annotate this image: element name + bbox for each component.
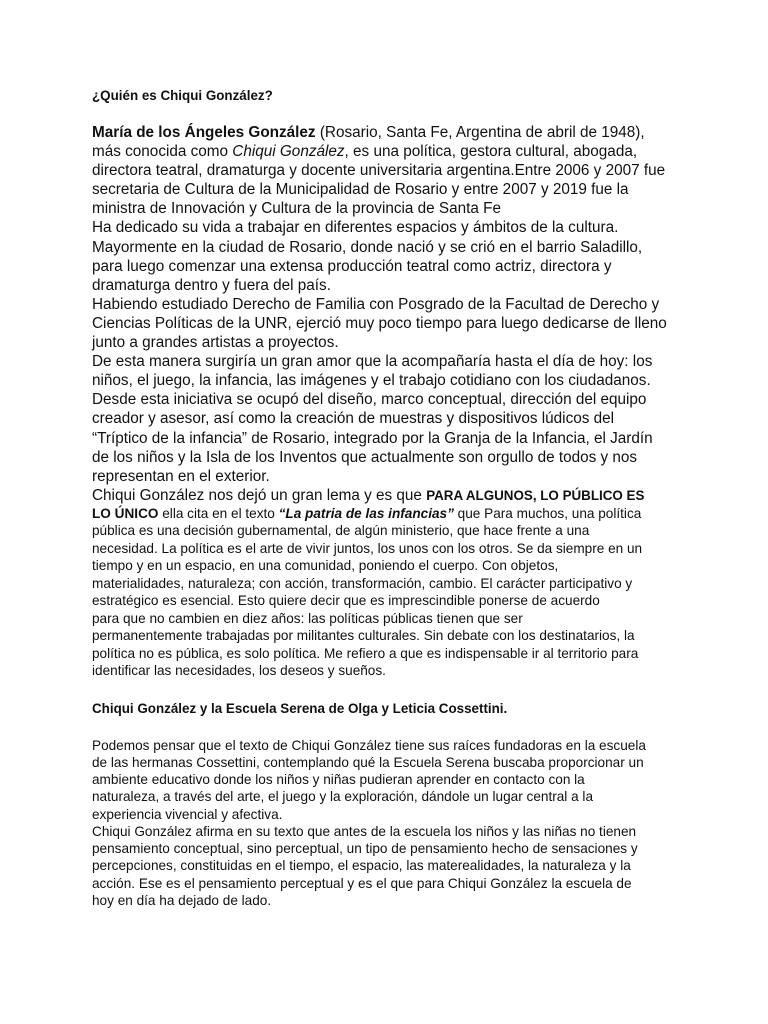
intro-line-5: ministra de Innovación y Cultura de la provincia de Santa Fe — [92, 200, 501, 218]
paragraph-5-lead — [92, 486, 692, 505]
lema-text-cont: LO ÚNICO — [92, 505, 159, 521]
text-line: necesidad. La política es el arte de vivir juntos, los unos con los otros. Se da siempre en un — [92, 540, 643, 556]
text-line: Mayormente en la ciudad de Rosario, donde nació y se crió en el barrio Saladillo, — [92, 238, 643, 256]
text-line: estratégico es esencial. Esto quiere decir que es imprescindible ponerse de acuerdo — [92, 593, 600, 609]
text-line: niños, el juego, la infancia, las imágenes y el trabajo cotidiano con los ciudadanos. — [92, 372, 651, 390]
lema-text: PARA ALGUNOS, LO PÚBLICO ES — [426, 487, 645, 503]
lema-line-1: Chiqui González nos dejó un gran lema y es que PARA ALGUNOS, LO PÚBLICO ES — [92, 486, 645, 504]
section-escuela-serena — [92, 699, 692, 909]
text-line: pensamiento conceptual, sino perceptual, un tipo de pensamiento hecho de sensaciones y — [92, 841, 638, 857]
full-name: María de los Ángeles González — [92, 124, 316, 141]
intro-line-3: directora teatral, dramaturga y docente universitaria argentina.Entre 2006 y 2007 fue — [92, 162, 666, 180]
text-line: Ha dedicado su vida a trabajar en diferentes espacios y ámbitos de la cultura. — [92, 219, 619, 237]
lema-line-2: LO ÚNICO ella cita en el texto “La patria de las infancias” que Para muchos, una política — [92, 505, 642, 521]
paragraph-2 — [92, 218, 692, 294]
heading-quien-es: ¿Quién es Chiqui González? — [92, 88, 273, 103]
text-line: “Tríptico de la infancia” de Rosario, integrado por la Granja de la Infancia, el Jardín — [92, 429, 653, 447]
text-line: De esta manera surgiría un gran amor que la acompañaría hasta el día de hoy: los — [92, 353, 653, 371]
text-line: naturaleza, a través del arte, el juego y la exploración, dándole un lugar central a la — [92, 789, 594, 805]
text-line: Podemos pensar que el texto de Chiqui González tiene sus raíces fundadoras en la escuela — [92, 737, 646, 753]
text-line: dramaturga dentro y fuera del país. — [92, 276, 331, 294]
text-line: para que no cambien en diez años: las políticas públicas tienen que ser — [92, 610, 523, 626]
heading-escuela-serena: Chiqui González y la Escuela Serena de Olga y Leticia Cossettini. — [92, 700, 508, 716]
text-line: Chiqui González afirma en su texto que antes de la escuela los niños y las niñas no tienen — [92, 823, 637, 839]
text-line: hoy en día ha dejado de lado. — [92, 892, 272, 908]
paragraph-7 — [92, 823, 692, 909]
text-line: percepciones, constituidas en el tiempo, el espacio, las materealidades, la naturaleza y la — [92, 858, 631, 874]
text-line: Habiendo estudiado Derecho de Familia con Posgrado de la Facultad de Derecho y — [92, 295, 660, 313]
section2-body — [92, 737, 692, 909]
text-line: pública es una decisión gubernamental, de algún ministerio, que hace frente a una — [92, 523, 590, 539]
intro-line-2: más conocida como Chiqui González, es una política, gestora cultural, abogada, — [92, 143, 638, 161]
text-line: materialidades, naturaleza; con acción, transformación, cambio. El carácter participativo y — [92, 575, 633, 591]
text-line: representan en el exterior. — [92, 467, 270, 485]
alias: Chiqui González — [232, 143, 345, 161]
text-line: Ciencias Políticas de la UNR, ejerció muy poco tiempo para luego dedicarse de lleno — [92, 314, 667, 332]
paragraph-4 — [92, 352, 692, 486]
intro-paragraph — [92, 123, 692, 218]
text-line: política no es pública, es solo política. Me refiero a que es indispensable ir al territorio para — [92, 645, 639, 661]
text-line: identificar las necesidades, los deseos y sueños. — [92, 663, 386, 679]
text-line: permanentemente trabajadas por militantes culturales. Sin debate con los destinatarios, la — [92, 628, 635, 644]
cited-title: “La patria de las infancias” — [278, 505, 454, 521]
text-line: acción. Ese es el pensamiento perceptual y es el que para Chiqui González la escuela de — [92, 875, 632, 891]
text-line: tiempo y en un espacio, en una comunidad, poniendo el cuerpo. Con objetos, — [92, 558, 559, 574]
paragraph-6 — [92, 737, 692, 823]
text-line: ambiente educativo donde los niños y niñas pudieran aprender en contacto con la — [92, 772, 585, 788]
document-page — [92, 86, 692, 909]
text-line: experiencia vivencial y afectiva. — [92, 806, 283, 822]
text-line: para luego comenzar una extensa producción teatral como actriz, directora y — [92, 257, 612, 275]
text-line: creador y asesor, así como la creación de muestras y dispositivos lúdicos del — [92, 410, 615, 428]
text-line: Desde esta iniciativa se ocupó del diseño, marco conceptual, dirección del equipo — [92, 391, 647, 409]
paragraph-3 — [92, 295, 692, 352]
text-line: de las hermanas Cossettini, contemplando qué la Escuela Serena buscaba proporcionar un — [92, 755, 644, 771]
text-line: de los niños y la Isla de los Inventos que actualmente son orgullo de todos y nos — [92, 448, 638, 466]
intro-line-4: secretaria de Cultura de la Municipalidad de Rosario y entre 2007 y 2019 fue la — [92, 181, 629, 199]
intro-line-1: María de los Ángeles González (Rosario, Santa Fe, Argentina de abril de 1948), — [92, 124, 645, 141]
bio-section — [92, 123, 692, 505]
text-line: junto a grandes artistas a proyectos. — [92, 334, 339, 352]
lema-section — [92, 505, 692, 680]
paragraph-5 — [92, 505, 692, 680]
